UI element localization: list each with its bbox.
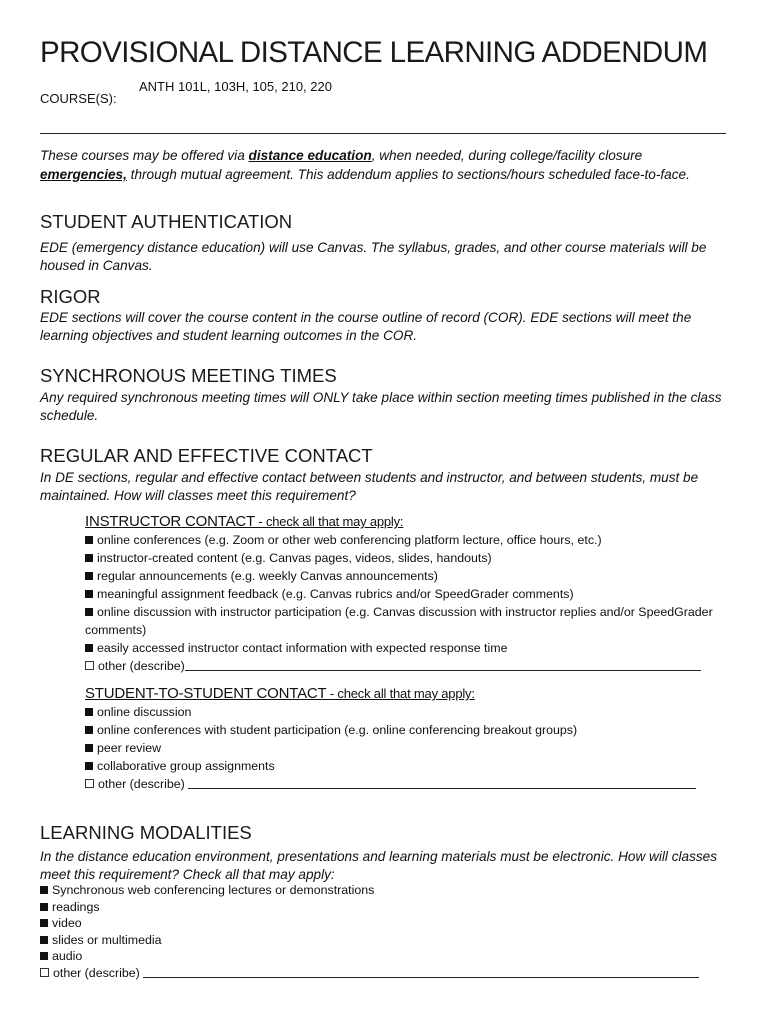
checklist-item-other[interactable]	[85, 657, 725, 675]
checklist-item[interactable]	[40, 882, 726, 899]
checklist-item[interactable]	[40, 932, 726, 949]
checklist-item-label: online conferences with student participation (e.g. online conferencing breakout groups)	[97, 723, 578, 737]
checklist-item-label: Synchronous web conferencing lectures or demonstrations	[52, 883, 375, 897]
checklist-item-label: audio	[52, 949, 83, 964]
modalities-text: In the distance education environment, presentations and learning materials must be electronic. How will classes meet this requirement? Check all that may apply:	[40, 849, 718, 882]
checklist-item[interactable]	[85, 639, 725, 657]
intro-paragraph	[40, 146, 726, 184]
checklist-item-label: online conferences (e.g. Zoom or other web conferencing platform lecture, office hours, etc.)	[97, 533, 602, 547]
checkbox-empty-icon[interactable]	[85, 661, 94, 670]
checklist-item[interactable]	[40, 948, 726, 965]
checkbox-checked-icon[interactable]	[85, 554, 93, 562]
checklist-item-label: instructor-created content (e.g. Canvas pages, videos, slides, handouts)	[97, 551, 492, 565]
rigor-text: EDE sections will cover the course content in the course outline of record (COR). EDE sections will meet the learning objectives and student learning outcomes in the COR.	[40, 310, 692, 343]
checklist-item-label: video	[52, 916, 82, 931]
checklist-item[interactable]	[85, 531, 725, 549]
checklist-item-label: online discussion	[97, 705, 192, 719]
checklist-item-label: other (describe)	[53, 965, 144, 980]
synchronous-heading: SYNCHRONOUS MEETING TIMES	[40, 365, 337, 386]
checklist-item[interactable]	[85, 721, 725, 739]
instructor-contact-title: INSTRUCTOR CONTACT	[85, 513, 256, 530]
student-authentication-text: EDE (emergency distance education) will use Canvas. The syllabus, grades, and other course materials will be housed in Canvas.	[40, 240, 707, 273]
course-value: ANTH 101L, 103H, 105, 210, 220	[139, 79, 332, 94]
checkbox-checked-icon[interactable]	[40, 936, 48, 944]
checklist-item-label: online discussion with instructor participation (e.g. Canvas discussion with instructor replies and/or SpeedGrader comments)	[85, 605, 713, 637]
checklist-item[interactable]	[40, 915, 726, 932]
contact-heading: REGULAR AND EFFECTIVE CONTACT	[40, 445, 373, 466]
checklist-item[interactable]	[85, 585, 725, 603]
student-contact-title: STUDENT-TO-STUDENT CONTACT	[85, 685, 327, 702]
checklist-item-label: other (describe)	[98, 777, 189, 791]
checkbox-checked-icon[interactable]	[85, 708, 93, 716]
checkbox-checked-icon[interactable]	[40, 886, 48, 894]
checkbox-empty-icon[interactable]	[85, 779, 94, 788]
distance-education-term: distance education	[248, 148, 372, 163]
checklist-item[interactable]	[40, 899, 726, 916]
instructor-contact-subheading	[85, 513, 403, 530]
checkbox-checked-icon[interactable]	[85, 644, 93, 652]
rigor-heading: RIGOR	[40, 286, 101, 307]
checklist-item-label: peer review	[97, 741, 162, 755]
checklist-item-label: easily accessed instructor contact information with expected response time	[97, 641, 508, 655]
checkbox-checked-icon[interactable]	[40, 952, 48, 960]
checklist-item-label: collaborative group assignments	[97, 759, 275, 773]
intro-text-2: , when needed, during college/facility closure	[371, 148, 643, 163]
describe-input[interactable]	[185, 659, 701, 671]
checklist-item-other[interactable]	[85, 775, 725, 793]
checklist-item[interactable]	[85, 567, 725, 585]
checklist-item[interactable]	[85, 703, 725, 721]
checkbox-checked-icon[interactable]	[85, 572, 93, 580]
checkbox-checked-icon[interactable]	[85, 608, 93, 616]
student-contact-list	[85, 703, 725, 793]
page-title: PROVISIONAL DISTANCE LEARNING ADDENDUM	[40, 36, 708, 69]
checklist-item[interactable]	[85, 603, 725, 639]
modalities-list	[40, 882, 726, 982]
checklist-item-label: meaningful assignment feedback (e.g. Canvas rubrics and/or SpeedGrader comments)	[97, 587, 574, 601]
checkbox-empty-icon[interactable]	[40, 968, 49, 977]
divider	[40, 133, 726, 134]
checklist-item-other[interactable]	[40, 965, 726, 982]
student-contact-subheading	[85, 685, 475, 702]
checkbox-checked-icon[interactable]	[40, 919, 48, 927]
describe-input[interactable]	[143, 966, 699, 978]
checkbox-checked-icon[interactable]	[85, 590, 93, 598]
checklist-item[interactable]	[85, 757, 725, 775]
checkbox-checked-icon[interactable]	[40, 903, 48, 911]
checklist-item-label: slides or multimedia	[52, 932, 162, 947]
describe-input[interactable]	[188, 777, 696, 789]
student-contact-note: - check all that may apply:	[326, 686, 475, 701]
contact-text: In DE sections, regular and effective contact between students and instructor, and between students, must be maintained. How will classes meet this requirement?	[40, 470, 699, 503]
intro-text-3: through mutual agreement. This addendum applies to sections/hours scheduled face-to-face.	[126, 167, 690, 182]
emergencies-term: emergencies,	[40, 167, 127, 182]
checkbox-checked-icon[interactable]	[85, 536, 93, 544]
instructor-contact-note: - check all that may apply:	[255, 514, 404, 529]
checkbox-checked-icon[interactable]	[85, 762, 93, 770]
instructor-contact-list	[85, 531, 725, 675]
checkbox-checked-icon[interactable]	[85, 726, 93, 734]
intro-text-1: These courses may be offered via	[40, 148, 249, 163]
checklist-item[interactable]	[85, 549, 725, 567]
checklist-item-label: other (describe)	[98, 659, 185, 673]
checkbox-checked-icon[interactable]	[85, 744, 93, 752]
synchronous-text: Any required synchronous meeting times will ONLY take place within section meeting times published in the class schedule.	[40, 390, 722, 423]
modalities-heading: LEARNING MODALITIES	[40, 822, 252, 843]
checklist-item-label: regular announcements (e.g. weekly Canvas announcements)	[97, 569, 438, 583]
checklist-item-label: readings	[52, 899, 100, 914]
course-label: COURSE(S):	[40, 91, 117, 106]
checklist-item[interactable]	[85, 739, 725, 757]
student-authentication-heading: STUDENT AUTHENTICATION	[40, 211, 293, 232]
